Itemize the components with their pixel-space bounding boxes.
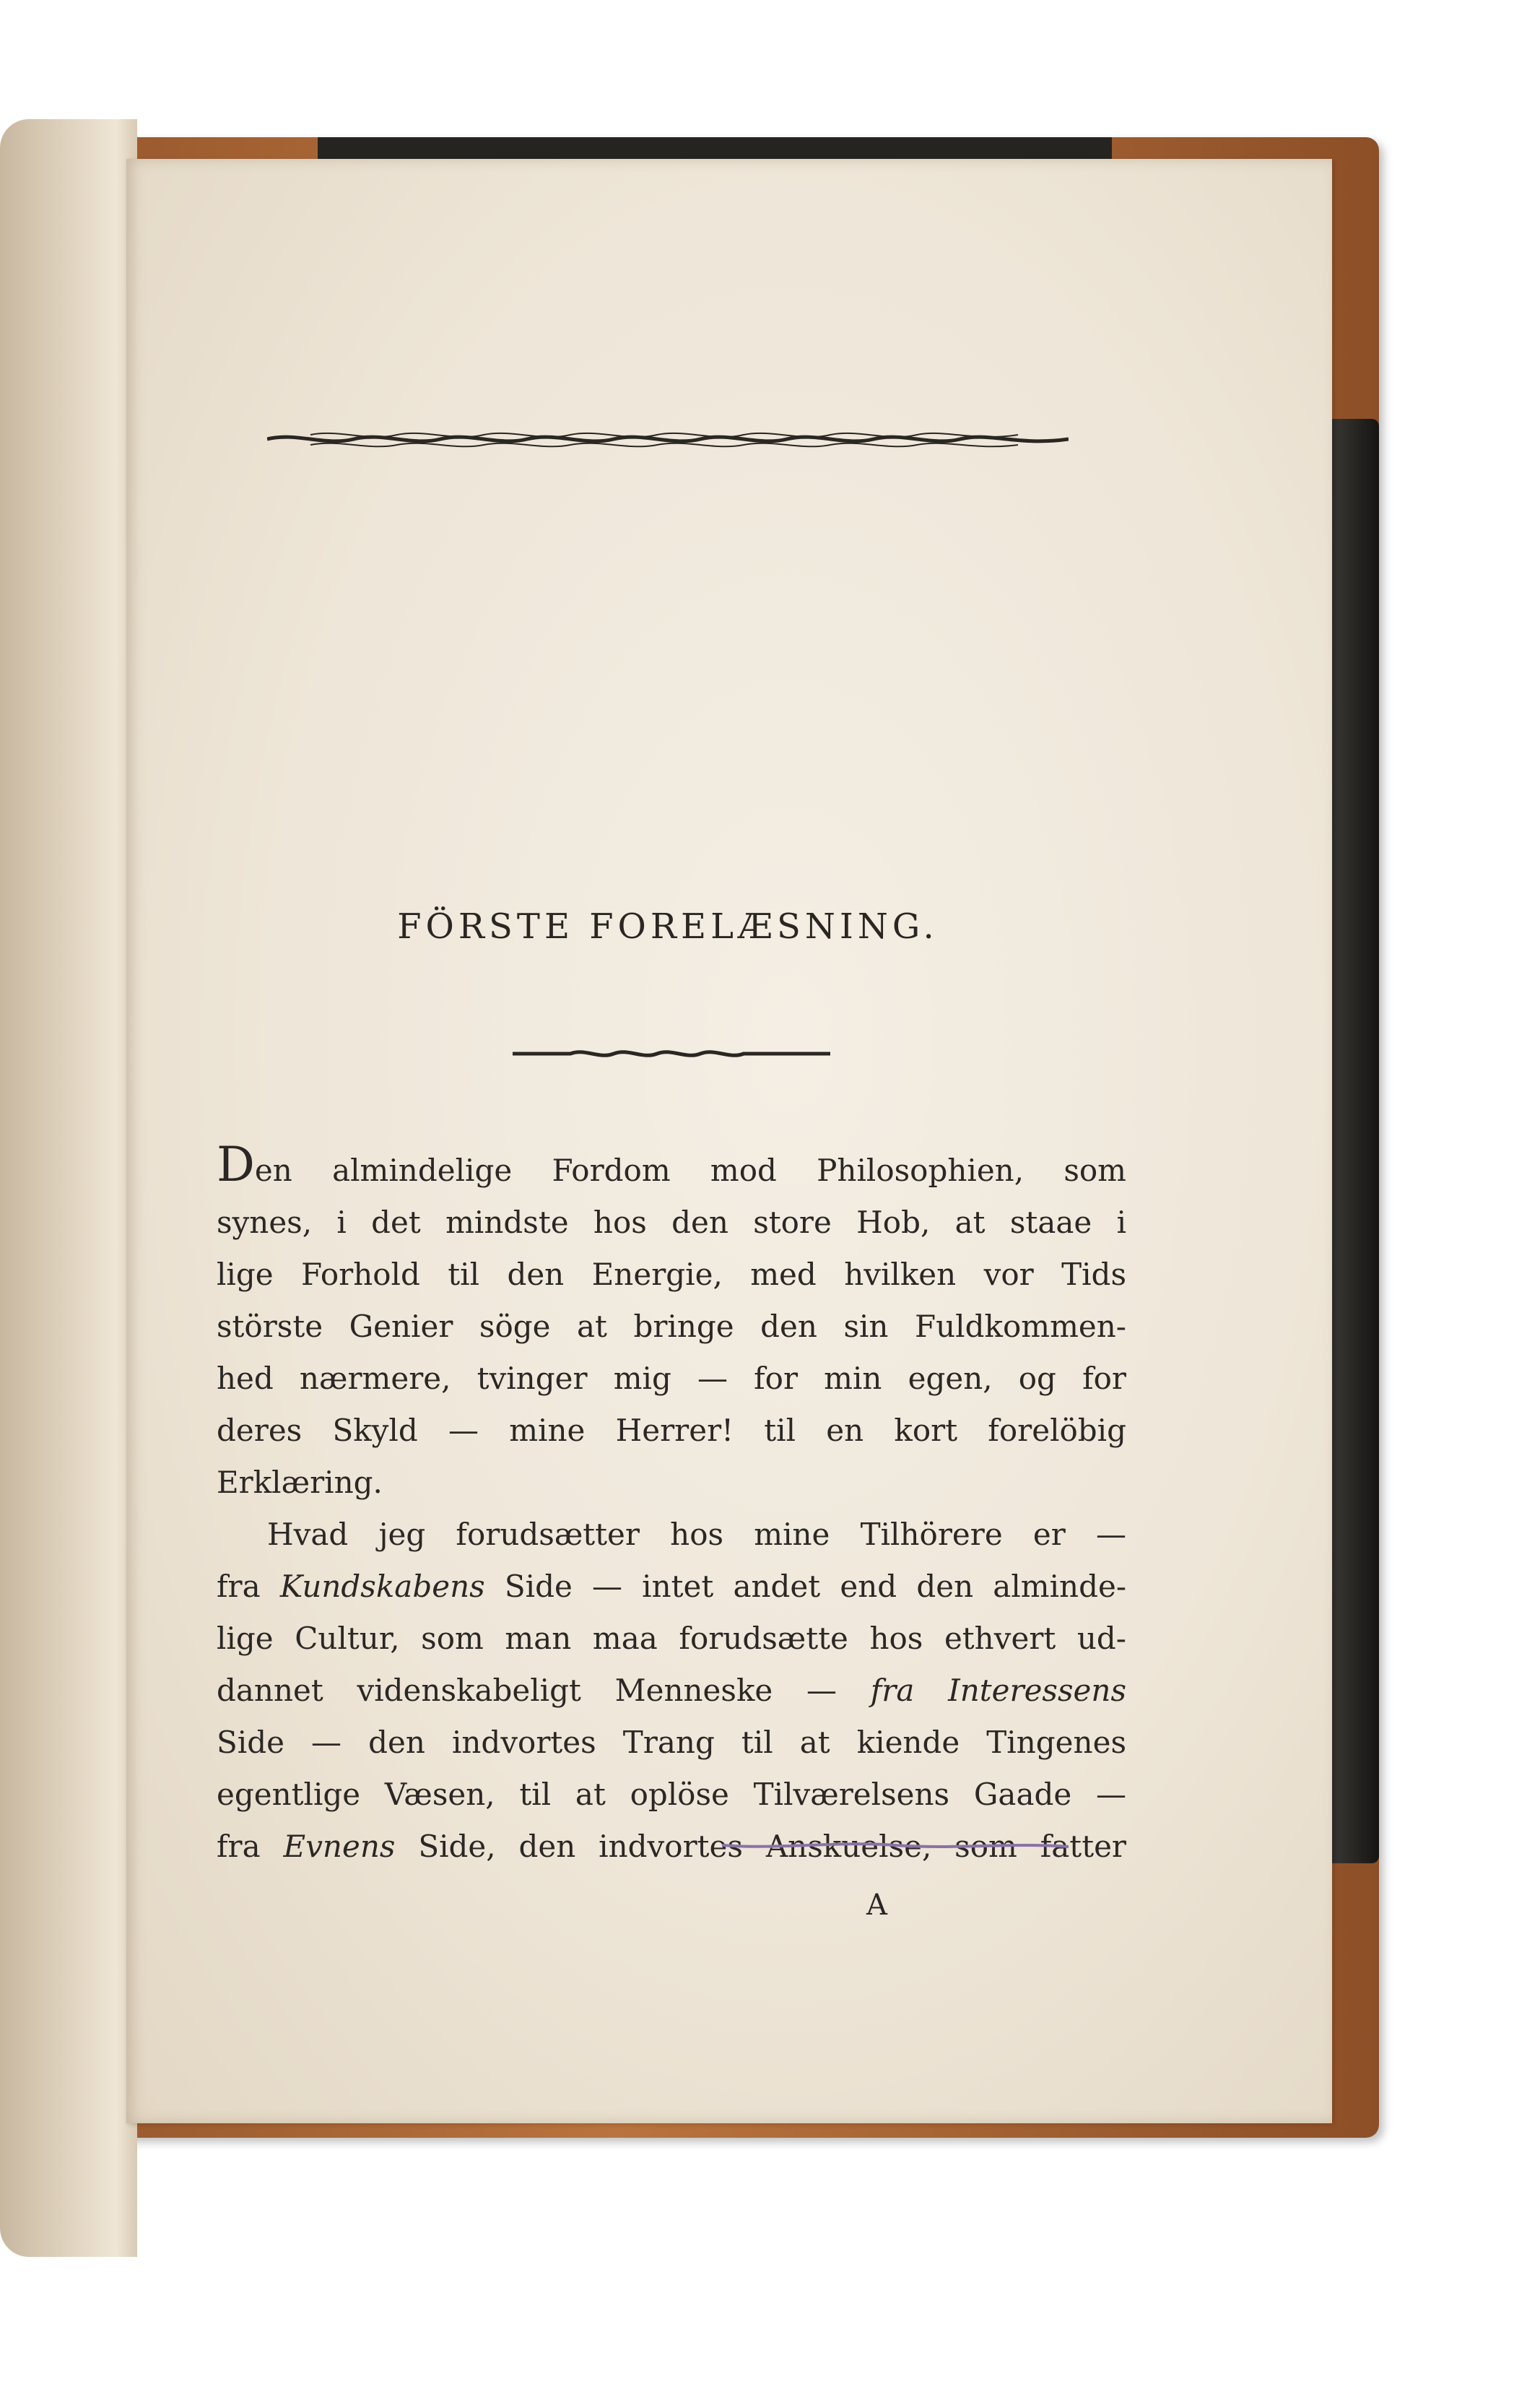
text-line: Side — den indvortes Trang til at kiende Tingenes: [217, 1725, 1126, 1760]
text-line: fra Kundskabens Side — intet andet end den alminde-: [217, 1569, 1127, 1604]
left-page-edge: [0, 119, 137, 2257]
text-line: deres Skyld — mine Herrer! til en kort forelöbig: [217, 1413, 1126, 1448]
text-line: fra Evnens Side, den indvortes Anskuelse, som fatter: [217, 1829, 1126, 1864]
text-line: dannet videnskabeligt Menneske — fra Interessens: [217, 1673, 1127, 1708]
text-line: lige Forhold til den Energie, med hvilken vor Tids: [217, 1257, 1126, 1292]
body-text: [217, 1137, 1127, 1873]
text-line: Erklæring.: [217, 1465, 383, 1500]
text-line: hed nærmere, tvinger mig — for min egen, og for: [217, 1361, 1126, 1396]
drop-cap: D: [217, 1137, 255, 1192]
text-line: Den almindelige Fordom mod Philosophien, som: [217, 1137, 1126, 1192]
pencil-underline: [722, 1838, 1069, 1854]
signature-mark: A: [866, 1889, 887, 1922]
text-line: lige Cultur, som man maa forudsætte hos ethvert ud-: [217, 1621, 1126, 1656]
text-line: egentlige Væsen, til at oplöse Tilværelsens Gaade —: [217, 1777, 1126, 1812]
text-line: störste Genier söge at bringe den sin Fuldkommen-: [217, 1309, 1126, 1344]
wavy-ornament-divider: [513, 1044, 830, 1064]
text-line: Hvad jeg forudsætter hos mine Tilhörere er —: [267, 1517, 1126, 1552]
chapter-heading: FÖRSTE FORELÆSNING.: [397, 906, 939, 947]
text-line: synes, i det mindste hos den store Hob, at staae i: [217, 1205, 1126, 1240]
wavy-ornament-top: [267, 426, 1069, 452]
